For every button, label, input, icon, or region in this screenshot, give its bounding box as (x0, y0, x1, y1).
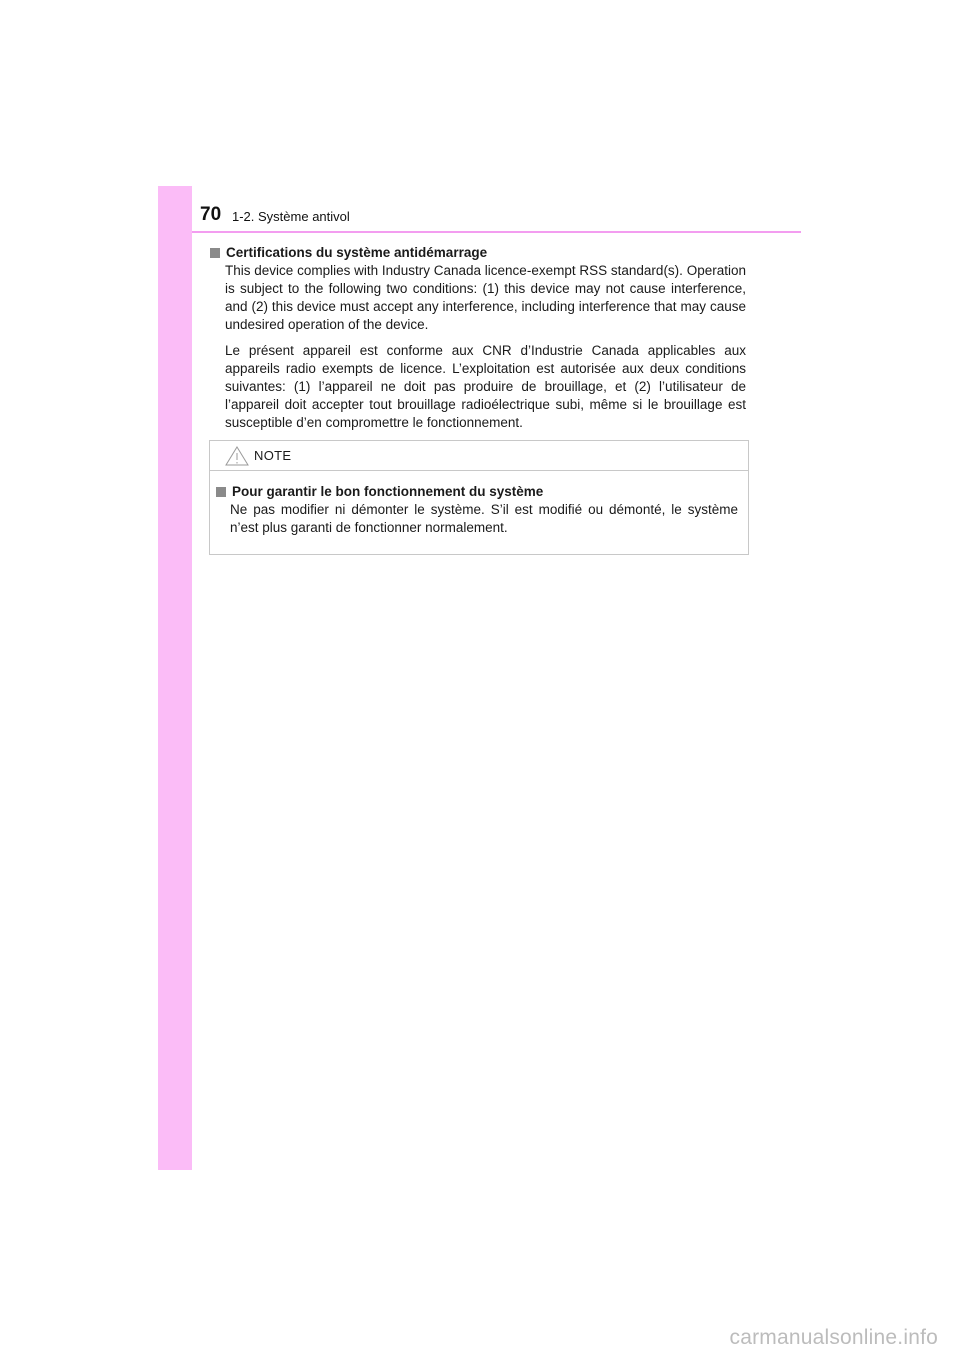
side-color-band (158, 186, 192, 1170)
section-title: 1-2. Système antivol (232, 209, 350, 224)
paragraph-english: This device complies with Industry Canada licence-exempt RSS standard(s). Operation is subject to the following two conditions: (1) this device may not cause interference, and (2) this device must accept any interference, including interference that may cause undesired operation of the device. (225, 263, 746, 332)
section-heading-text: Certifications du système antidémarrage (226, 245, 488, 260)
bullet-square-icon (210, 248, 220, 258)
note-heading-text: Pour garantir le bon fonctionnement du système (232, 484, 544, 499)
bullet-square-icon (216, 487, 226, 497)
warning-triangle-icon (224, 445, 250, 467)
header-rule (192, 231, 801, 233)
note-header (210, 441, 748, 471)
note-box (209, 440, 749, 555)
note-heading (216, 483, 738, 501)
note-body (210, 471, 748, 537)
paragraph-french: Le présent appareil est conforme aux CNR d’Industrie Canada applicables aux appareils radio exempts de licence. L’exploitation est autorisée aux deux conditions suivantes: (1) l’appareil ne doit pas produire de brouillage, et (2) l’utilisateur de l’appareil doit accepter tout brouillage radioélectrique subi, même si le brouillage est susceptible d’en compromettre le fonctionnement. (225, 343, 746, 430)
note-text: Ne pas modifier ni démonter le système. S’il est modifié ou démonté, le système n’est plus garanti de fonctionner normalement. (230, 502, 738, 535)
main-content (210, 244, 746, 432)
page-number: 70 (200, 204, 222, 225)
note-label: NOTE (254, 448, 292, 463)
section-heading (210, 244, 746, 262)
watermark: carmanualsonline.info (729, 1326, 938, 1349)
